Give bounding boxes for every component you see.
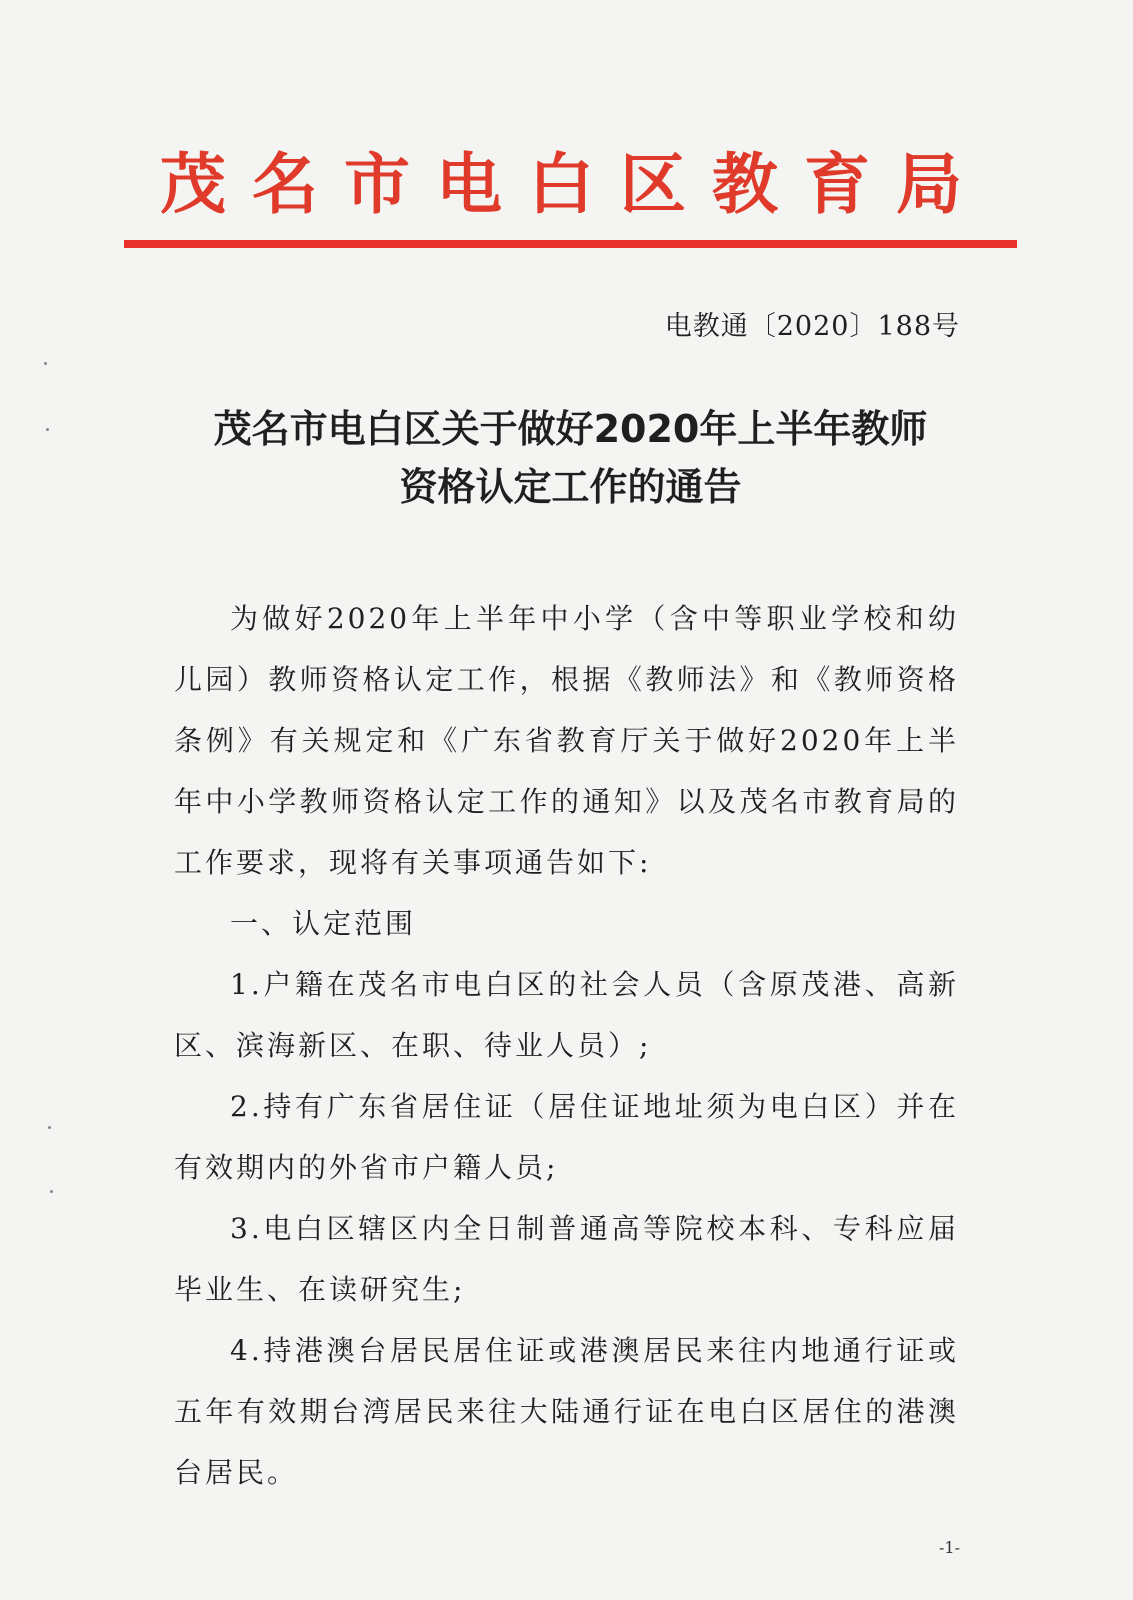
scope-item-3: 3.电白区辖区内全日制普通高等院校本科、专科应届毕业生、在读研究生; <box>174 1212 959 1306</box>
document-number: 电教通〔2020〕188号 <box>664 311 960 342</box>
document-title <box>124 400 1017 516</box>
scope-item-2: 2.持有广东省居住证（居住证地址须为电白区）并在有效期内的外省市户籍人员; <box>174 1090 959 1184</box>
scan-speck <box>50 1190 53 1193</box>
scope-item-4: 4.持港澳台居民居住证或港澳居民来往内地通行证或五年有效期台湾居民来往大陆通行证在电白区居住的港澳台居民。 <box>174 1334 959 1489</box>
scan-speck <box>46 428 49 431</box>
document-body <box>174 588 959 1503</box>
scan-speck <box>44 362 47 365</box>
section-heading-scope: 一、认定范围 <box>230 907 417 940</box>
page-number: -1- <box>939 1538 960 1557</box>
document-title-line-1: 茂名市电白区关于做好2020年上半年教师 <box>213 407 928 451</box>
red-header-rule <box>124 240 1017 248</box>
scan-speck <box>48 1126 51 1129</box>
document-title-line-2: 资格认定工作的通告 <box>399 465 742 509</box>
issuing-authority-header: 茂名市电白区教育局 <box>160 146 988 223</box>
intro-paragraph: 为做好2020年上半年中小学（含中等职业学校和幼儿园）教师资格认定工作，根据《教师法》和《教师资格条例》有关规定和《广东省教育厅关于做好2020年上半年中小学教师资格认定工作的通知》以及茂名市教育局的工作要求，现将有关事项通告如下: <box>174 602 959 879</box>
scope-item-1: 1.户籍在茂名市电白区的社会人员（含原茂港、高新区、滨海新区、在职、待业人员）; <box>174 968 959 1062</box>
